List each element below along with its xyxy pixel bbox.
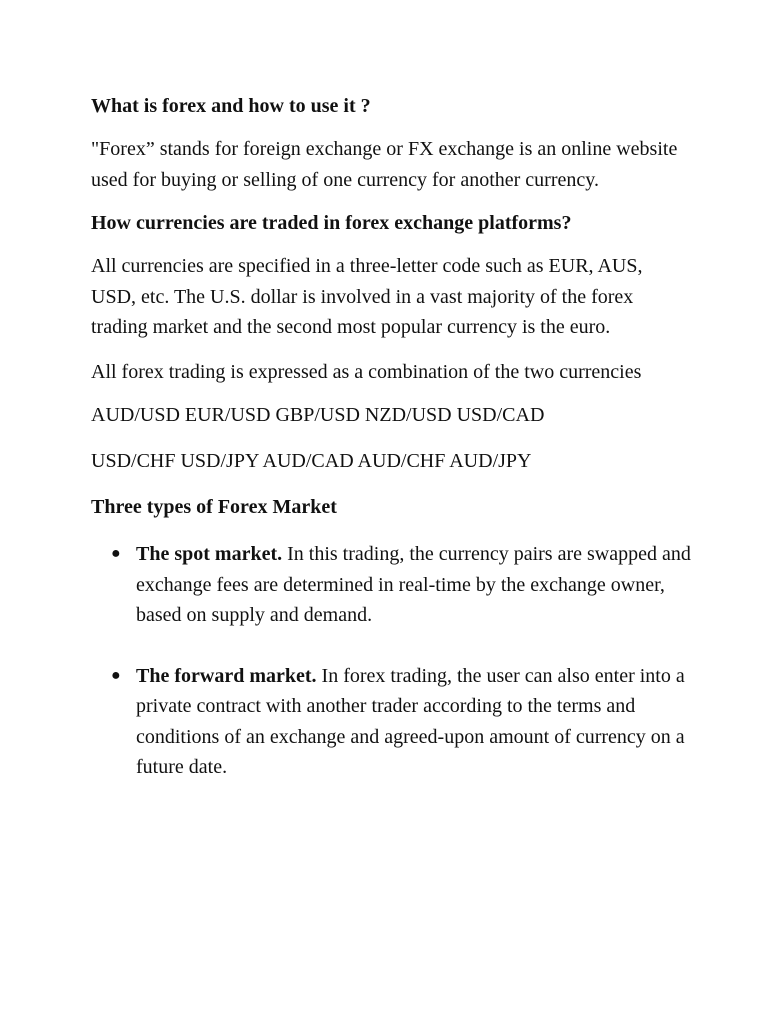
bullet-icon: ● <box>111 666 121 684</box>
paragraph-currency-codes: All currencies are specified in a three-letter code such as EUR, AUS, USD, etc. The U.S. dollar is involved in a vast majority of the forex trading market and the second most popular currency is the euro. <box>91 255 643 338</box>
list-item-term: The forward market. <box>136 664 317 687</box>
paragraph-forex-definition: "Forex” stands for foreign exchange or FX exchange is an online website used for buying or selling of one currency for another currency. <box>91 138 678 191</box>
list-item-term: The spot market. <box>136 543 283 565</box>
heading-what-is-forex: What is forex and how to use it ? <box>91 95 371 117</box>
list-item-forward-market <box>91 661 691 783</box>
list-item-spot-market <box>91 539 691 631</box>
paragraph-currency-combination: All forex trading is expressed as a combination of the two currencies <box>91 360 642 383</box>
heading-three-types: Three types of Forex Market <box>91 496 337 518</box>
list-item-text: In this trading, the currency pairs are swapped and exchange fees are determined in real-time by the exchange owner, based on supply and demand. <box>136 543 691 626</box>
list-item-text: In forex trading, the user can also enter into a private contract with another trader according to the terms and conditions of an exchange and agreed-upon amount of currency on a future date. <box>136 664 685 778</box>
document-content <box>91 92 691 813</box>
bullet-icon: ● <box>111 545 121 562</box>
currency-pairs-line-1: AUD/USD EUR/USD GBP/USD NZD/USD USD/CAD <box>91 404 545 426</box>
currency-pairs-line-2: USD/CHF USD/JPY AUD/CAD AUD/CHF AUD/JPY <box>91 450 532 472</box>
heading-how-currencies-traded: How currencies are traded in forex exchange platforms? <box>91 212 572 234</box>
forex-market-types-list <box>91 539 691 783</box>
